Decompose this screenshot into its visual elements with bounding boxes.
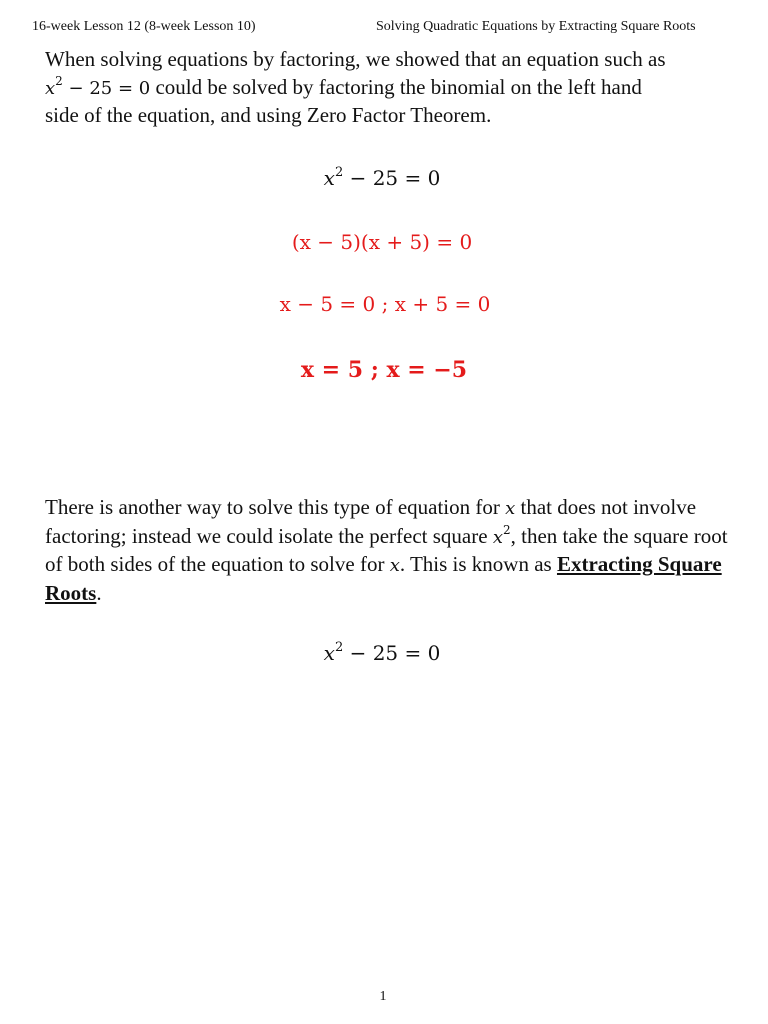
equation-exponent: 2: [334, 165, 344, 180]
equation-solution: x = 5 ; x = −5: [300, 357, 468, 383]
equation-original: [0, 165, 766, 191]
inline-equation-rest: − 25 = 0: [62, 77, 151, 99]
equation-variable: x: [323, 641, 335, 665]
para2-text-3: , then take the square root of both sides of the equation to solve for: [45, 523, 728, 576]
equation-rest: − 25 = 0: [343, 166, 441, 190]
extracting-roots-paragraph: [45, 494, 735, 607]
key-term-extracting-square-roots: Extracting Square Roots: [45, 552, 722, 605]
equation-rest: − 25 = 0: [343, 641, 441, 665]
para2-text-5: .: [96, 580, 102, 605]
para2-var-x: x: [505, 498, 516, 519]
equation-variable: x: [323, 166, 335, 190]
para2-exponent: 2: [502, 522, 511, 537]
header-topic-title: Solving Quadratic Equations by Extracting Square Roots: [376, 19, 696, 34]
intro-line-3: side of the equation, and using Zero Factor Theorem.: [45, 103, 492, 127]
intro-paragraph: [45, 46, 735, 130]
equation-repeat: [0, 640, 766, 666]
equation-zero-factor: x − 5 = 0 ; x + 5 = 0: [279, 292, 491, 316]
para2-text-1: There is another way to solve this type of equation for: [45, 495, 506, 519]
intro-line-2: could be solved by factoring the binomial on the left hand: [150, 74, 642, 99]
intro-line-1: When solving equations by factoring, we showed that an equation such as: [45, 47, 666, 71]
para2-text-2: that does not involve factoring; instead we could isolate the perfect square: [45, 495, 697, 548]
equation-factored: (x − 5)(x + 5) = 0: [291, 230, 473, 254]
inline-equation-exponent: 2: [55, 73, 63, 88]
header-lesson-label: 16-week Lesson 12 (8-week Lesson 10): [32, 19, 256, 34]
para2-var-x-squared: x: [492, 526, 503, 548]
equation-exponent: 2: [334, 640, 344, 655]
page-number: 1: [379, 989, 387, 1004]
para2-text-4: . This is known as: [399, 552, 557, 576]
inline-equation-variable: x: [45, 77, 56, 99]
para2-var-x-final: x: [389, 555, 400, 576]
